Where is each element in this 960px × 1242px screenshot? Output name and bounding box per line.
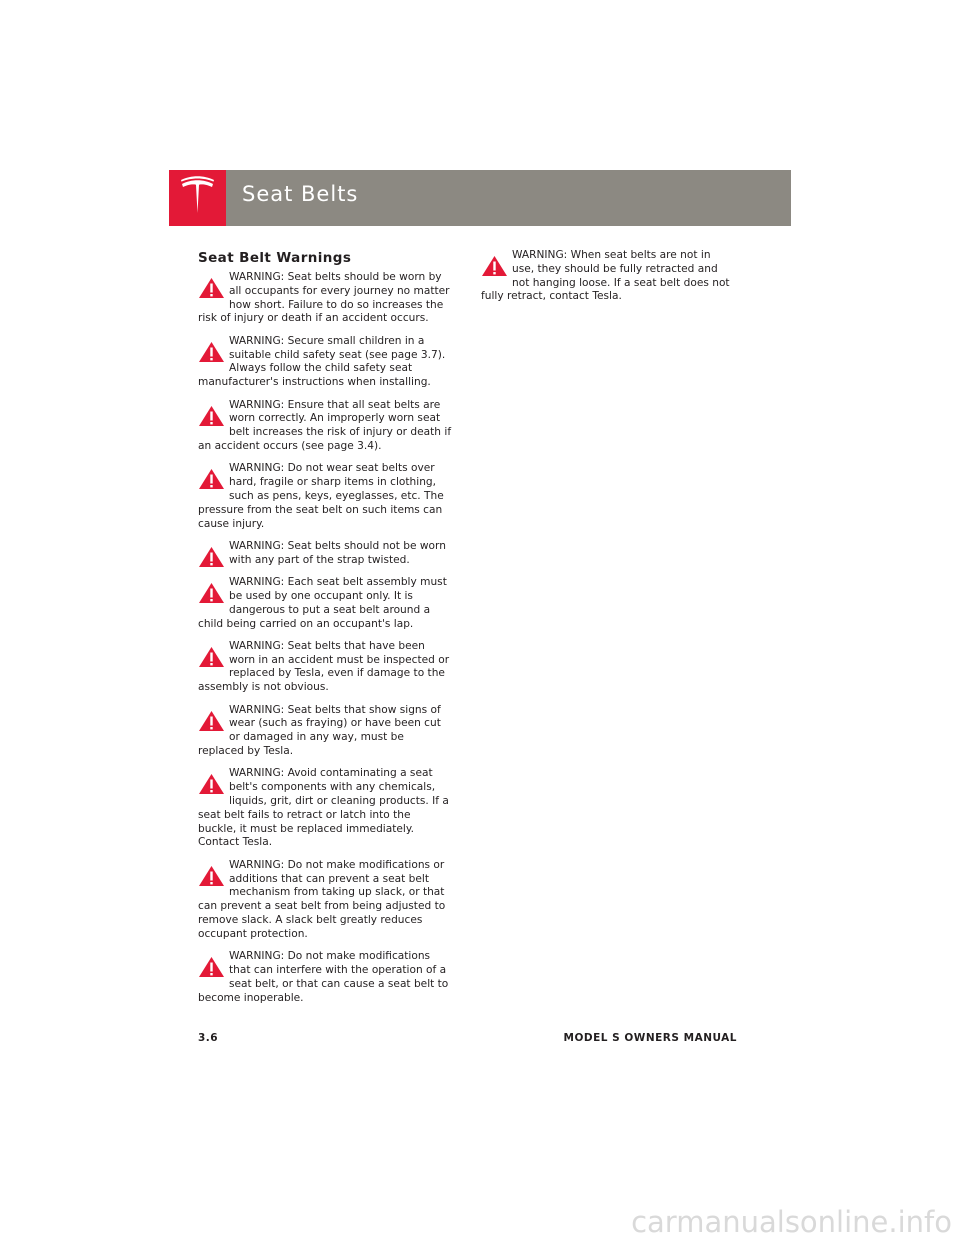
left-column — [198, 271, 452, 1014]
warning-block — [198, 576, 452, 631]
page-number: 3.6 — [198, 1032, 219, 1044]
warning-triangle-icon — [198, 865, 225, 887]
section-heading: Seat Belt Warnings — [198, 250, 352, 266]
warning-triangle-icon — [198, 341, 225, 363]
warning-block — [198, 640, 452, 695]
warning-block — [198, 704, 452, 759]
warning-block — [198, 767, 452, 850]
warning-triangle-icon — [198, 710, 225, 732]
warning-text: WARNING: Each seat belt assembly must be used by one occupant only. It is dangerous to put a seat belt around a child being carried on an occupant's lap. — [198, 576, 447, 630]
chapter-title: Seat Belts — [242, 182, 359, 206]
warning-block — [481, 249, 735, 304]
warning-triangle-icon — [198, 468, 225, 490]
manual-title: MODEL S OWNERS MANUAL — [563, 1032, 737, 1044]
tesla-logo — [169, 170, 226, 226]
warning-block — [198, 399, 452, 454]
warning-block — [198, 950, 452, 1005]
warning-block — [198, 335, 452, 390]
warning-block — [198, 540, 452, 568]
warning-text: WARNING: Do not make modifications or additions that can prevent a seat belt mechanism from taking up slack, or that can prevent a seat belt from being adjusted to remove slack. A slack belt greatly reduces occupant protection. — [198, 858, 446, 940]
warning-text: WARNING: Do not wear seat belts over hard, fragile or sharp items in clothing, such as pens, keys, eyeglasses, etc. The pressure from the seat belt on such items can cause injury. — [198, 462, 444, 530]
warning-text: WARNING: Seat belts should not be worn with any part of the strap twisted. — [229, 539, 446, 566]
warning-text: WARNING: Ensure that all seat belts are worn correctly. An improperly worn seat belt increases the risk of injury or death if an accident occurs (see page 3.4). — [198, 398, 452, 452]
warning-block — [198, 859, 452, 942]
warning-text: WARNING: Avoid contaminating a seat belt's components with any chemicals, liquids, grit, dirt or cleaning products. If a seat belt fails to retract or latch into the buckle, it must be replaced immediately. Contact Tesla. — [198, 767, 449, 849]
warning-text: WARNING: Secure small children in a suitable child safety seat (see page 3.7). Always follow the child safety seat manufacturer's instructions when installing. — [198, 334, 446, 389]
right-column — [481, 249, 735, 313]
warning-triangle-icon — [198, 582, 225, 604]
tesla-t-logo-icon — [169, 170, 226, 226]
warning-text: WARNING: Seat belts that have been worn in an accident must be inspected or replaced by Tesla, even if damage to the assembly is not obvious. — [198, 639, 450, 694]
warning-block — [198, 462, 452, 531]
warning-triangle-icon — [198, 773, 225, 795]
warning-triangle-icon — [198, 956, 225, 978]
warning-triangle-icon — [481, 255, 508, 277]
warning-text: WARNING: Do not make modifications that can interfere with the operation of a seat belt, or that can cause a seat belt to become inoperable. — [198, 950, 449, 1004]
warning-triangle-icon — [198, 646, 225, 668]
chapter-header-bar — [169, 170, 791, 226]
warning-text: WARNING: Seat belts should be worn by all occupants for every journey no matter how short. Failure to do so increases the risk of injury or death if an accident occurs. — [198, 271, 450, 325]
warning-triangle-icon — [198, 405, 225, 427]
warning-triangle-icon — [198, 277, 225, 299]
watermark: carmanualsonline.info — [631, 1205, 952, 1239]
warning-text: WARNING: Seat belts that show signs of wear (such as fraying) or have been cut or damaged in any way, must be replaced by Tesla. — [198, 703, 441, 758]
warning-block — [198, 271, 452, 326]
warning-text: WARNING: When seat belts are not in use, they should be fully retracted and not hanging loose. If a seat belt does not fully retract, contact Tesla. — [481, 249, 730, 303]
warning-triangle-icon — [198, 546, 225, 568]
